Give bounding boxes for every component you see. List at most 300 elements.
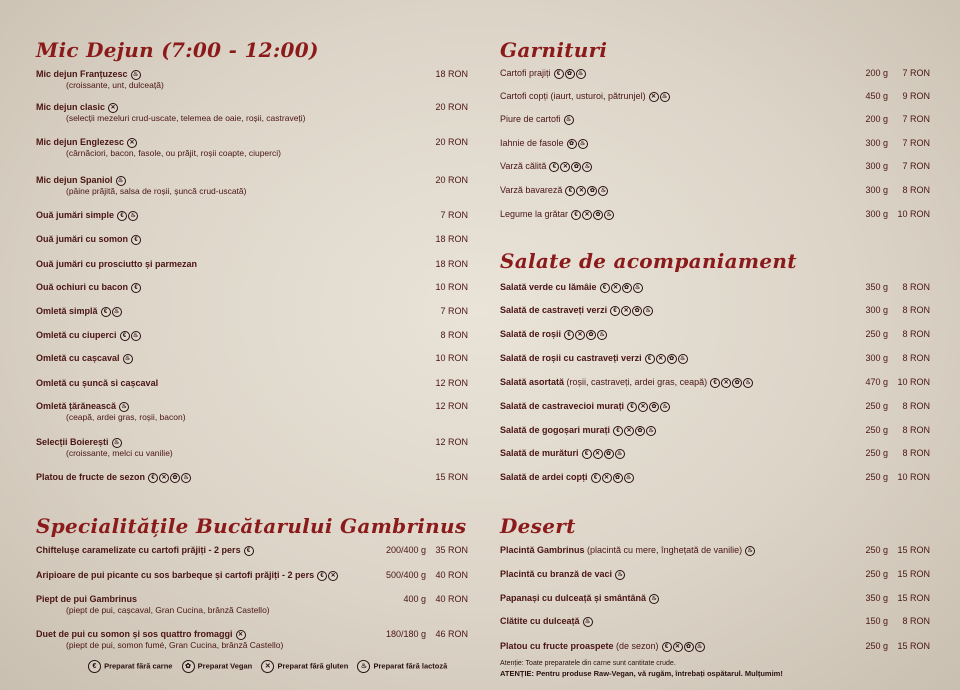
no-lactose-icon: ♨ [695,642,705,652]
item-name-text: Mic dejun Franțuzesc [36,69,128,79]
diet-icons [745,545,756,557]
item-price: 15 RON [897,593,930,603]
item-weight: 300 g [865,161,888,171]
item-price: 15 RON [435,472,468,482]
item-price: 10 RON [897,209,930,219]
no-lactose-icon: ♨ [123,354,133,364]
diet-icons [565,185,609,197]
item-name [500,471,635,484]
item-name-text: Legume la grătar [500,209,569,219]
vegan-icon: ✿ [586,330,596,340]
item-name [500,447,626,460]
item-weight: 300 g [865,353,888,363]
diet-icons [131,234,142,246]
item-price: 18 RON [435,69,468,79]
item-weight: 250 g [865,425,888,435]
item-name [500,400,671,413]
item-name-text: Ouă jumări simple [36,210,115,220]
no-lactose-icon: ♨ [131,70,141,80]
no-gluten-icon: ✕ [236,630,246,640]
menu-item [500,160,930,176]
vegan-icon: ✿ [622,283,632,293]
no-lactose-icon: ♨ [578,139,588,149]
diet-icons [583,616,594,628]
no-meat-icon: € [582,449,592,459]
vegan-icon: ✿ [170,473,180,483]
item-weight: 200/400 g [385,545,426,555]
section-title-desert: Desert [500,514,576,538]
legend-lactoza: ♨ Preparat fără lactoză [357,660,447,673]
item-name-text: Iahnie de fasole [500,138,564,148]
vegan-icon: ✿ [567,139,577,149]
item-price: 46 RON [435,629,468,639]
item-price: 8 RON [902,448,930,458]
item-name [36,209,139,222]
icon-legend [88,660,454,673]
no-lactose-icon: ♨ [633,283,643,293]
item-extra: (de sezon) [613,641,659,651]
item-name-text: Mic dejun clasic [36,102,106,112]
item-name-text: Varză călită [500,161,547,171]
no-meat-icon: € [710,378,720,388]
item-name [500,640,706,653]
no-meat-icon: € [610,306,620,316]
diet-icons [117,210,139,222]
diet-icons [710,377,754,389]
menu-item [36,471,468,487]
menu-item [36,569,468,585]
no-meat-icon: € [613,426,623,436]
item-name [500,184,609,197]
item-price: 9 RON [902,91,930,101]
item-weight: 250 g [865,329,888,339]
diet-icons [317,570,339,582]
menu-item [500,592,930,608]
item-price: 7 RON [902,68,930,78]
item-name-text: Ouă jumări cu somon [36,234,129,244]
item-name-text: Piure de cartofi [500,114,561,124]
diet-icons [549,161,593,173]
no-gluten-icon: ✕ [328,571,338,581]
item-weight: 250 g [865,545,888,555]
no-meat-icon: € [101,307,111,317]
no-gluten-icon: ✕ [649,92,659,102]
vegan-icon: ✿ [632,306,642,316]
item-weight: 200 g [865,68,888,78]
item-name-text: Aripioare de pui picante cu sos barbeque și cartofi prăjiți - 2 pers [36,570,315,580]
no-lactose-icon: ♨ [604,210,614,220]
no-gluten-icon: ✕ [127,138,137,148]
item-price: 10 RON [435,353,468,363]
no-lactose-icon: ♨ [745,546,755,556]
item-name-text: Chiftelușe caramelizate cu cartofi prăjiți - 2 pers [36,545,241,555]
vegan-icon: ✿ [587,186,597,196]
no-gluten-icon: ✕ [656,354,666,364]
no-lactose-icon: ♨ [643,306,653,316]
menu-item [500,90,930,106]
item-price: 8 RON [902,329,930,339]
no-gluten-icon: ✕ [611,283,621,293]
item-name-text: Salată de roșii [500,329,562,339]
menu-item [500,568,930,584]
item-extra: (roșii, castraveți, ardei gras, ceapă) [564,377,708,387]
no-gluten-icon: ✕ [721,378,731,388]
no-lactose-icon: ♨ [743,378,753,388]
item-weight: 250 g [865,448,888,458]
no-meat-icon: € [549,162,559,172]
no-meat-icon: € [120,331,130,341]
item-weight: 400 g [403,594,426,604]
item-price: 10 RON [435,282,468,292]
no-meat-icon: € [591,473,601,483]
item-name [36,329,142,342]
vegan-icon: ✿ [182,660,195,673]
diet-icons [567,138,589,150]
item-name [36,281,142,294]
no-gluten-icon: ✕ [261,660,274,673]
item-name [500,328,608,341]
menu-item [500,447,930,463]
item-name-text: Salată de murături [500,448,579,458]
item-weight: 180/180 g [385,629,426,639]
item-name-text: Ouă ochiuri cu bacon [36,282,129,292]
item-weight: 250 g [865,401,888,411]
no-meat-icon: € [571,210,581,220]
item-name-text: Piept de pui Gambrinus [36,594,138,604]
diet-icons [120,330,142,342]
no-meat-icon: € [627,402,637,412]
item-name [36,233,142,246]
item-name-text: Selecții Boierești [36,437,109,447]
vegan-icon: ✿ [667,354,677,364]
no-gluten-icon: ✕ [602,473,612,483]
item-price: 7 RON [440,210,468,220]
no-lactose-icon: ♨ [564,115,574,125]
diet-icons [554,68,587,80]
menu-item [500,640,930,656]
no-gluten-icon: ✕ [621,306,631,316]
menu-item [36,628,468,650]
vegan-icon: ✿ [684,642,694,652]
item-name [500,424,657,437]
diet-icons [123,353,134,365]
vegan-icon: ✿ [604,449,614,459]
item-name [500,352,689,365]
section-title-mic-dejun: Mic Dejun (7:00 - 12:00) [36,38,319,62]
item-name-text: Salată de gogoșari murați [500,425,611,435]
item-name-text: Clătite cu dulceață [500,616,580,626]
menu-item [500,328,930,344]
item-name [36,352,134,365]
item-name [500,137,589,150]
item-name-text: Cartofi prajiți [500,68,551,78]
no-meat-icon: € [554,69,564,79]
no-meat-icon: € [645,354,655,364]
no-gluten-icon: ✕ [582,210,592,220]
item-name-text: Duet de pui cu somon și sos quattro fromaggi [36,629,233,639]
menu-item [500,352,930,368]
item-weight: 500/400 g [385,570,426,580]
item-price: 20 RON [435,102,468,112]
no-lactose-icon: ♨ [576,69,586,79]
no-lactose-icon: ♨ [597,330,607,340]
menu-item [36,305,468,321]
item-price: 7 RON [902,138,930,148]
no-lactose-icon: ♨ [582,162,592,172]
item-description: (ceapă, ardei gras, roșii, bacon) [66,412,186,422]
no-gluten-icon: ✕ [560,162,570,172]
item-name [36,471,192,484]
item-name-text: Platou cu fructe proaspete [500,641,614,651]
item-name-text: Mic dejun Spaniol [36,175,113,185]
diet-icons [613,425,657,437]
diet-icons [610,305,654,317]
menu-item [500,376,930,392]
vegan-icon: ✿ [565,69,575,79]
item-price: 18 RON [435,259,468,269]
diet-icons [627,401,671,413]
item-name-text: Mic dejun Englezesc [36,137,125,147]
no-lactose-icon: ♨ [624,473,634,483]
vegan-icon: ✿ [593,210,603,220]
no-gluten-icon: ✕ [576,186,586,196]
item-name-text: Omletă cu cașcaval [36,353,120,363]
diet-icons [600,282,644,294]
no-lactose-icon: ♨ [649,594,659,604]
no-lactose-icon: ♨ [615,449,625,459]
item-name [500,208,615,221]
item-price: 12 RON [435,401,468,411]
item-description: (cârnăciori, bacon, fasole, ou prăjit, roșii coapte, ciuperci) [66,148,281,158]
menu-item [500,471,930,487]
item-price: 15 RON [897,545,930,555]
item-price: 18 RON [435,234,468,244]
no-lactose-icon: ♨ [112,438,122,448]
menu-item [36,329,468,345]
menu-item [500,544,930,560]
legend-carne: € Preparat fără carne [88,660,172,673]
vegan-icon: ✿ [732,378,742,388]
item-name [500,67,587,80]
diet-icons [615,569,626,581]
item-name-text: Omletă simplă [36,306,98,316]
item-extra: (placintă cu mere, înghețată de vanilie) [584,545,743,555]
menu-item [36,400,468,422]
diet-icons [571,209,615,221]
item-price: 8 RON [902,185,930,195]
item-name-text: Papanași cu dulceață și smântână [500,593,647,603]
item-price: 10 RON [897,377,930,387]
diet-icons [244,545,255,557]
item-name [500,160,593,173]
item-price: 8 RON [902,305,930,315]
vegan-icon: ✿ [649,402,659,412]
item-price: 40 RON [435,570,468,580]
no-lactose-icon: ♨ [181,473,191,483]
menu-item [36,233,468,249]
menu-item [36,258,468,274]
no-lactose-icon: ♨ [116,176,126,186]
item-description: (croissante, melci cu vanilie) [66,448,173,458]
item-name [500,304,654,317]
menu-item [500,424,930,440]
section-title-garnituri: Garnituri [500,38,608,62]
no-meat-icon: € [565,186,575,196]
menu-item [500,304,930,320]
item-price: 7 RON [902,161,930,171]
no-gluten-icon: ✕ [624,426,634,436]
item-name [36,377,158,389]
item-name-text: Varză bavareză [500,185,563,195]
item-weight: 300 g [865,209,888,219]
item-weight: 300 g [865,305,888,315]
no-lactose-icon: ♨ [119,402,129,412]
menu-item [500,113,930,129]
diet-icons [662,641,706,653]
no-meat-icon: € [148,473,158,483]
item-name [500,281,644,294]
legend-gluten: ✕ Preparat fără gluten [261,660,348,673]
no-gluten-icon: ✕ [575,330,585,340]
item-name [500,544,756,557]
item-weight: 350 g [865,282,888,292]
menu-item [36,101,468,123]
item-name-text: Placintă cu branză de vaci [500,569,613,579]
no-meat-icon: € [600,283,610,293]
item-price: 10 RON [897,472,930,482]
item-price: 35 RON [435,545,468,555]
item-name [500,376,754,389]
no-lactose-icon: ♨ [660,92,670,102]
no-lactose-icon: ♨ [131,331,141,341]
menu-item [36,209,468,225]
item-name-text: Salată verde cu lămâie [500,282,597,292]
diet-icons [564,329,608,341]
section-title-salate: Salate de acompaniament [500,249,797,273]
item-name [500,113,575,126]
note-raw-meat: Atenție: Toate preparatele din carne sunt cantitate crude. [500,660,676,667]
menu-item [36,593,468,615]
menu-item [36,377,468,393]
diet-icons [101,306,123,318]
no-lactose-icon: ♨ [660,402,670,412]
no-meat-icon: € [244,546,254,556]
item-price: 40 RON [435,594,468,604]
item-name [36,258,197,270]
item-description: (selecții mezeluri crud-uscate, telemea de oaie, roșii, castraveți) [66,113,306,123]
item-name [36,305,123,318]
item-description: (pâine prăjită, salsa de roșii, șuncă crud-uscată) [66,186,247,196]
item-weight: 250 g [865,641,888,651]
item-price: 8 RON [440,330,468,340]
item-price: 7 RON [440,306,468,316]
no-meat-icon: € [131,235,141,245]
item-name-text: Salată de roșii cu castraveți verzi [500,353,642,363]
item-name-text: Omletă țărănească [36,401,117,411]
item-name [36,544,255,557]
menu-item [500,281,930,297]
menu-item [500,184,930,200]
no-lactose-icon: ♨ [678,354,688,364]
menu-item [36,281,468,297]
menu-item [500,400,930,416]
vegan-icon: ✿ [635,426,645,436]
item-price: 7 RON [902,114,930,124]
item-name [500,90,671,103]
menu-item [36,436,468,458]
menu-item [500,208,930,224]
item-name-text: Omletă cu ciuperci [36,330,117,340]
diet-icons [649,91,671,103]
no-lactose-icon: ♨ [615,570,625,580]
item-weight: 250 g [865,472,888,482]
menu-item [36,68,468,90]
item-description: (croissante, unt, dulceață) [66,80,164,90]
no-lactose-icon: ♨ [598,186,608,196]
item-name [500,592,660,605]
item-name [500,568,626,581]
diet-icons [582,448,626,460]
no-meat-icon: € [88,660,101,673]
item-name [500,615,594,628]
menu-item [36,174,468,196]
no-meat-icon: € [317,571,327,581]
item-name-text: Salată de ardei copți [500,472,588,482]
no-lactose-icon: ♨ [646,426,656,436]
no-meat-icon: € [662,642,672,652]
no-gluten-icon: ✕ [593,449,603,459]
menu-item [500,615,930,631]
section-title-specialitati: Specialitățile Bucătarului Gambrinus [36,514,467,538]
item-name-text: Cartofi copți (iaurt, usturoi, pătrunjel) [500,91,646,101]
item-name-text: Platou de fructe de sezon [36,472,146,482]
item-weight: 450 g [865,91,888,101]
vegan-icon: ✿ [571,162,581,172]
menu-item [36,352,468,368]
diet-icons [131,282,142,294]
menu-item [500,137,930,153]
no-gluten-icon: ✕ [638,402,648,412]
item-name-text: Omletă cu șuncă si cașcaval [36,378,159,388]
no-meat-icon: € [564,330,574,340]
item-weight: 150 g [865,616,888,626]
no-lactose-icon: ♨ [583,617,593,627]
item-price: 15 RON [897,569,930,579]
note-raw-vegan: ATENȚIE: Pentru produse Raw-Vegan, vă rugăm, întrebați ospătarul. Mulțumim! [500,669,783,678]
diet-icons [148,472,192,484]
item-weight: 200 g [865,114,888,124]
item-name-text: Salată asortată [500,377,565,387]
item-price: 8 RON [902,401,930,411]
item-price: 20 RON [435,175,468,185]
no-lactose-icon: ♨ [128,211,138,221]
item-name-text: Ouă jumări cu prosciutto și parmezan [36,259,198,269]
diet-icons [564,114,575,126]
no-gluten-icon: ✕ [108,103,118,113]
item-price: 15 RON [897,641,930,651]
item-weight: 300 g [865,138,888,148]
diet-icons [645,353,689,365]
no-gluten-icon: ✕ [673,642,683,652]
item-weight: 350 g [865,593,888,603]
no-lactose-icon: ♨ [357,660,370,673]
item-name-text: Salată de castravecioi murați [500,401,625,411]
item-name-text: Salată de castraveți verzi [500,305,608,315]
menu-item [36,544,468,560]
no-meat-icon: € [117,211,127,221]
diet-icons [591,472,635,484]
vegan-icon: ✿ [613,473,623,483]
